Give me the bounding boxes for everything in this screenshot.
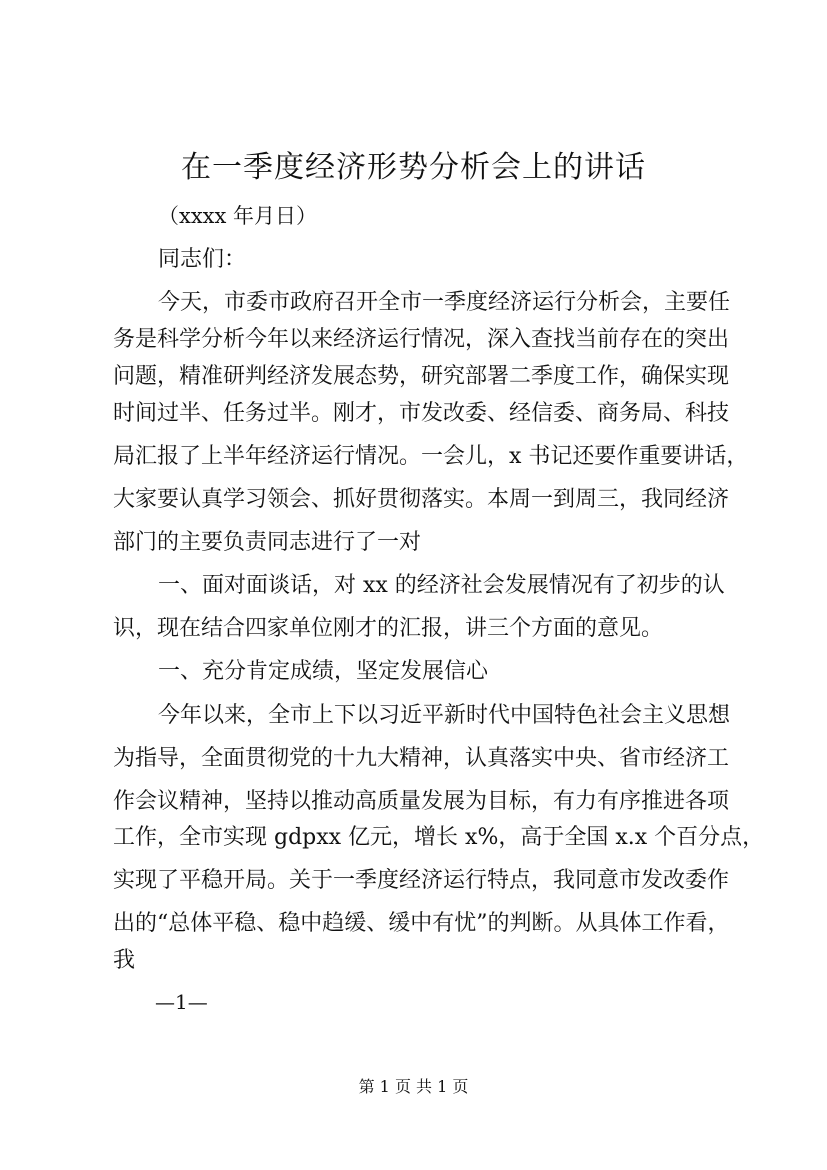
paragraph-line: 务是科学分析今年以来经济运行情况，深入查找当前存在的突出 xyxy=(113,327,730,352)
paragraph-line: 工作，全市实现 gdpxx 亿元，增长 x%，高于全国 x.x 个百分点， xyxy=(113,825,765,850)
document-title: 在一季度经济形势分析会上的讲话 xyxy=(181,150,646,185)
page-number-marker: —1— xyxy=(155,990,208,1014)
paragraph-line: 时间过半、任务过半。刚才，市发改委、经信委、商务局、科技 xyxy=(113,401,730,426)
paragraph-line: 我 xyxy=(113,948,136,973)
page-footer: 第 1 页 共 1 页 xyxy=(358,1077,469,1096)
paragraph-line: 出的“总体平稳、稳中趋缓、缓中有忧”的判断。从具体工作看， xyxy=(113,911,730,936)
paragraph-line: 部门的主要负责同志进行了一对 xyxy=(113,530,422,555)
paragraph-line: 识，现在结合四家单位刚才的汇报，讲三个方面的意见。 xyxy=(113,616,664,641)
paragraph-line: 问题，精准研判经济发展态势，研究部署二季度工作，确保实现 xyxy=(113,364,730,389)
paragraph-line: 作会议精神，坚持以推动高质量发展为目标，有力有序推进各项 xyxy=(113,789,730,814)
section-heading: 一、充分肯定成绩，坚定发展信心 xyxy=(158,659,489,684)
paragraph-line: 为指导，全面贯彻党的十九大精神，认真落实中央、省市经济工 xyxy=(113,746,730,771)
paragraph-line: 局汇报了上半年经济运行情况。一会儿，x 书记还要作重要讲话， xyxy=(113,444,749,469)
paragraph-line: 一、面对面谈话，对 xx 的经济社会发展情况有了初步的认 xyxy=(158,573,725,598)
paragraph-line: 今年以来，全市上下以习近平新时代中国特色社会主义思想 xyxy=(158,703,731,728)
document-date: （xxxx 年月日） xyxy=(158,204,318,228)
paragraph-line: 今天，市委市政府召开全市一季度经济运行分析会，主要任 xyxy=(158,290,731,315)
salutation: 同志们： xyxy=(158,247,247,272)
paragraph-line: 实现了平稳开局。关于一季度经济运行特点，我同意市发改委作 xyxy=(113,868,730,893)
paragraph-line: 大家要认真学习领会、抓好贯彻落实。本周一到周三，我同经济 xyxy=(113,487,730,512)
